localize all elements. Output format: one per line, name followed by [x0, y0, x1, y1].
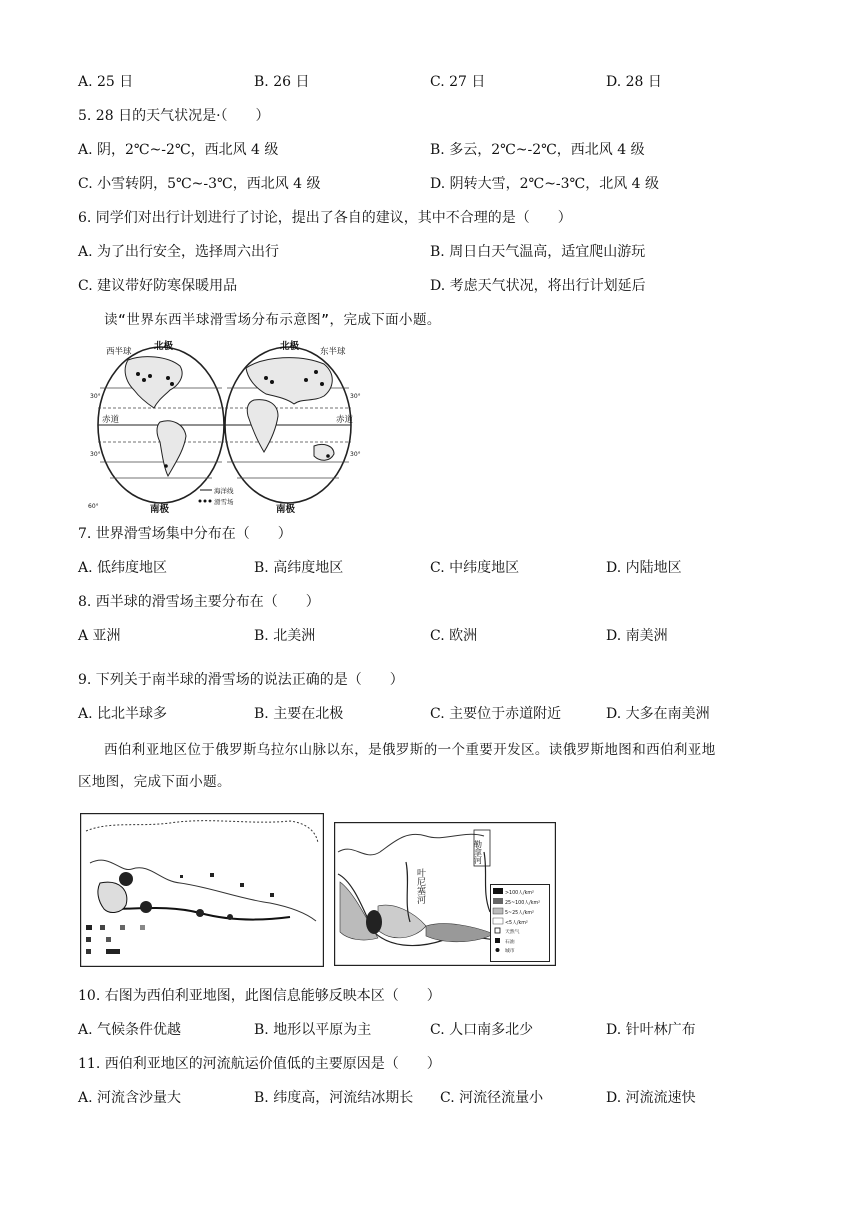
q7-option-a[interactable]: A. 低纬度地区	[78, 560, 168, 576]
q6-option-b[interactable]: B. 周日白天气温高，适宜爬山游玩	[430, 244, 646, 260]
lat-label: 60°	[88, 503, 99, 510]
ski-dot	[148, 374, 152, 378]
q6-option-a[interactable]: A. 为了出行安全，选择周六出行	[78, 244, 280, 260]
ski-dot	[320, 382, 324, 386]
lat-label: 30°	[90, 393, 101, 400]
q5-option-c[interactable]: C. 小雪转阴，5℃~-3℃，西北风 4 级	[78, 176, 321, 192]
intro-siberia-line2: 区地图，完成下面小题。	[78, 774, 231, 790]
q4-option-c[interactable]: C. 27 日	[430, 74, 486, 90]
q7-option-b[interactable]: B. 高纬度地区	[254, 560, 344, 576]
q10-option-b[interactable]: B. 地形以平原为主	[254, 1022, 372, 1038]
q8-option-c[interactable]: C. 欧洲	[430, 628, 478, 644]
ski-dot	[142, 378, 146, 382]
south-pole-label-west: 南极	[150, 504, 170, 515]
ski-dot	[270, 380, 274, 384]
q9-stem: 9. 下列关于南半球的滑雪场的说法正确的是（ ）	[78, 672, 404, 688]
equator-label-east: 赤道	[336, 415, 354, 425]
legend-city: 城市	[505, 949, 515, 954]
ski-dot	[304, 378, 308, 382]
legend-density-2: 25~100人/km²	[505, 901, 541, 906]
legend-density-1: >100人/km²	[505, 891, 534, 896]
ski-legend-label: 滑雪场	[214, 498, 234, 506]
siberia-legend	[490, 884, 550, 962]
q7-option-d[interactable]: D. 内陆地区	[606, 560, 682, 576]
q10-option-c[interactable]: C. 人口南多北少	[430, 1022, 534, 1038]
q10-stem: 10. 右图为西伯利亚地图，此图信息能够反映本区（ ）	[78, 988, 441, 1004]
q6-stem: 6. 同学们对出行计划进行了讨论，提出了各自的建议，其中不合理的是（ ）	[78, 210, 572, 226]
sea-legend-label: 海洋线	[214, 487, 234, 495]
western-hemisphere	[98, 347, 224, 503]
ski-dot	[170, 382, 174, 386]
q11-option-c[interactable]: C. 河流径流量小	[440, 1090, 544, 1106]
ski-dot	[164, 464, 168, 468]
east-hemisphere-label: 东半球	[320, 347, 346, 357]
q11-option-a[interactable]: A. 河流含沙量大	[78, 1090, 182, 1106]
equator-label: 赤道	[102, 415, 120, 425]
q7-option-c[interactable]: C. 中纬度地区	[430, 560, 520, 576]
lat-label: 30°	[90, 451, 101, 458]
lat-label: 30°	[350, 451, 361, 458]
q5-option-b[interactable]: B. 多云，2℃~-2℃，西北风 4 级	[430, 142, 645, 158]
q9-option-a[interactable]: A. 比北半球多	[78, 706, 168, 722]
q8-stem: 8. 西半球的滑雪场主要分布在（ ）	[78, 594, 320, 610]
north-pole-label-west: 北极	[154, 341, 174, 352]
north-pole-label-east: 北极	[280, 341, 300, 352]
q9-option-d[interactable]: D. 大多在南美洲	[606, 706, 710, 722]
legend-gas: 天然气	[505, 930, 520, 935]
lena-river-label: 勒拿河	[473, 840, 483, 864]
ski-dot	[136, 372, 140, 376]
q8-option-a[interactable]: A 亚洲	[78, 628, 121, 644]
q6-option-d[interactable]: D. 考虑天气状况，将出行计划延后	[430, 278, 646, 294]
q7-stem: 7. 世界滑雪场集中分布在（ ）	[78, 526, 292, 542]
legend-density-3: 5~25人/km²	[505, 911, 534, 916]
q6-option-c[interactable]: C. 建议带好防寒保暖用品	[78, 278, 238, 294]
west-hemisphere-label: 西半球	[106, 347, 132, 357]
q8-option-b[interactable]: B. 北美洲	[254, 628, 316, 644]
q5-option-d[interactable]: D. 阴转大雪，2℃~-3℃，北风 4 级	[430, 176, 660, 192]
q10-option-a[interactable]: A. 气候条件优越	[78, 1022, 182, 1038]
eastern-hemisphere	[225, 347, 351, 503]
q11-stem: 11. 西伯利亚地区的河流航运价值低的主要原因是（ ）	[78, 1056, 441, 1072]
q4-option-a[interactable]: A. 25 日	[78, 74, 134, 90]
ski-resort-hemisphere-map	[88, 338, 363, 516]
ski-dot	[314, 370, 318, 374]
q5-option-a[interactable]: A. 阴，2℃~-2℃，西北风 4 级	[78, 142, 279, 158]
intro-ski-map: 读“世界东西半球滑雪场分布示意图”，完成下面小题。	[104, 312, 441, 328]
ski-dot	[166, 376, 170, 380]
south-pole-label-east: 南极	[276, 504, 296, 515]
ski-dot	[326, 454, 330, 458]
q9-option-b[interactable]: B. 主要在北极	[254, 706, 344, 722]
legend-density-4: <5人/km²	[505, 921, 528, 926]
q4-option-b[interactable]: B. 26 日	[254, 74, 310, 90]
lat-label: 30°	[350, 393, 361, 400]
intro-siberia-line1: 西伯利亚地区位于俄罗斯乌拉尔山脉以东，是俄罗斯的一个重要开发区。读俄罗斯地图和西伯利亚地	[104, 742, 716, 758]
yenisei-river-label: 叶尼塞河	[415, 868, 425, 904]
legend-oil: 石油	[505, 940, 515, 945]
russia-map	[80, 813, 324, 967]
q4-option-d[interactable]: D. 28 日	[606, 74, 662, 90]
q11-option-b[interactable]: B. 纬度高，河流结冰期长	[254, 1090, 414, 1106]
ski-dot	[264, 376, 268, 380]
map-legend	[199, 486, 235, 506]
q8-option-d[interactable]: D. 南美洲	[606, 628, 668, 644]
q11-option-d[interactable]: D. 河流流速快	[606, 1090, 696, 1106]
q10-option-d[interactable]: D. 针叶林广布	[606, 1022, 696, 1038]
q5-stem: 5. 28 日的天气状况是·（ ）	[78, 108, 270, 124]
q9-option-c[interactable]: C. 主要位于赤道附近	[430, 706, 562, 722]
